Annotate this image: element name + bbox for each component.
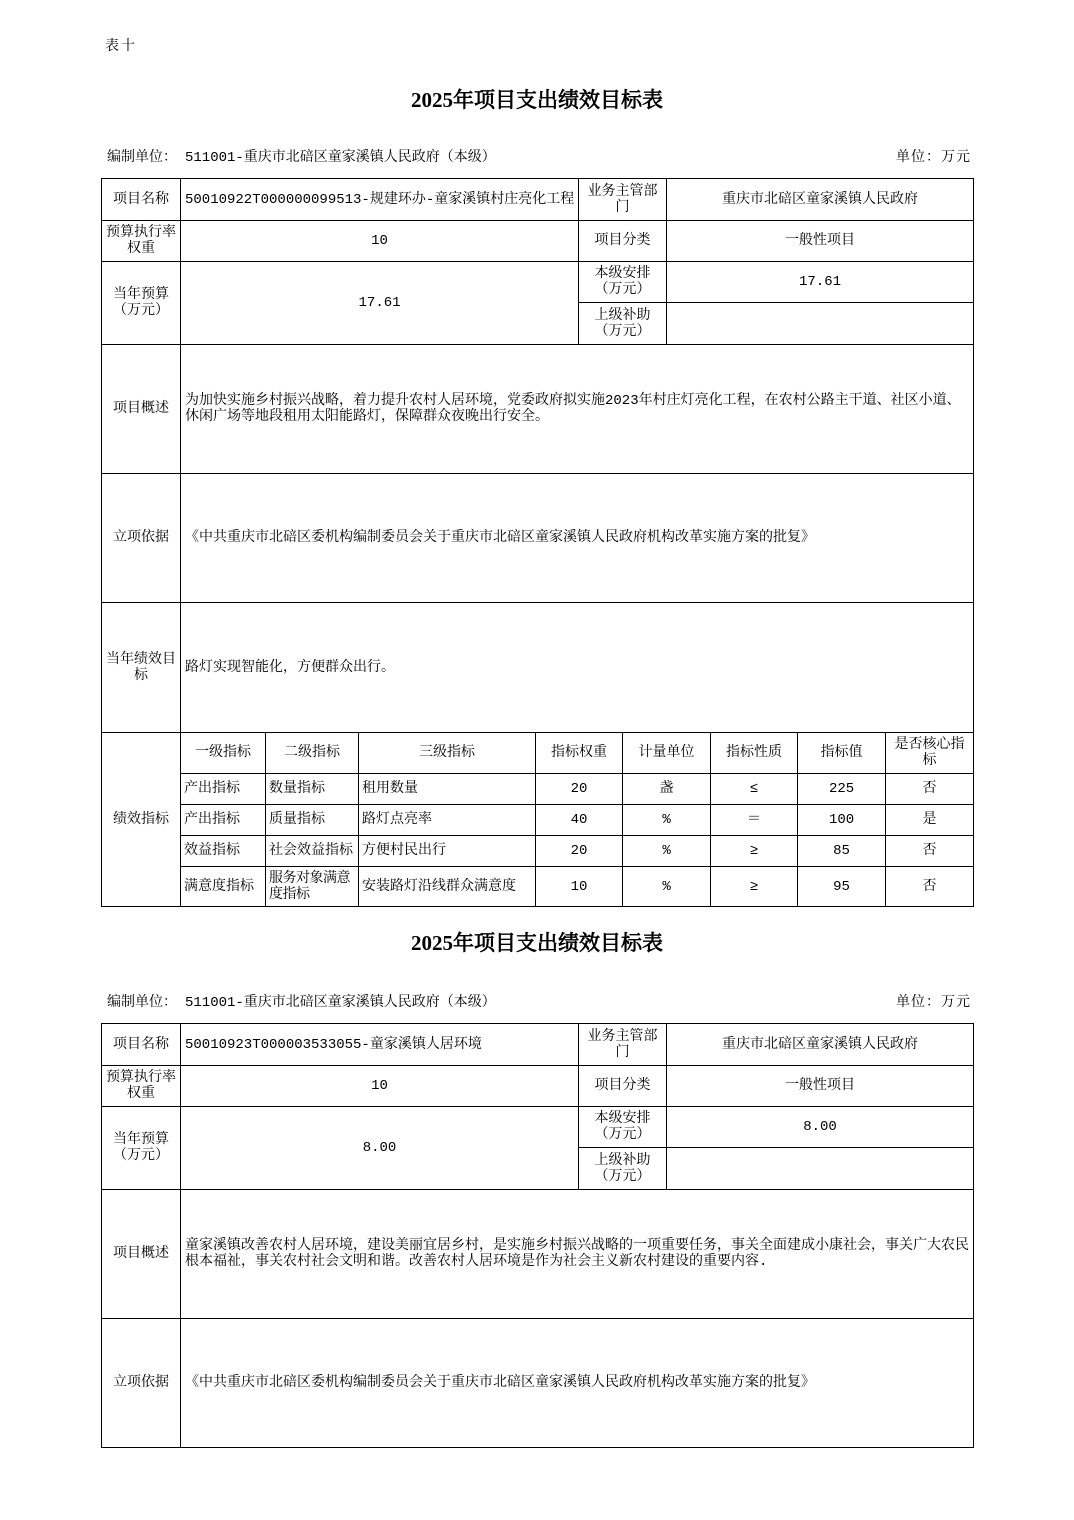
category-value: 一般性项目 [667,221,974,262]
indicator-unit: % [623,867,711,907]
indicator-weight: 20 [536,774,623,805]
indicator-unit: % [623,805,711,836]
annual-goal-label: 当年绩效目标 [102,603,181,733]
indicator-nature: ≥ [711,867,798,907]
overview-text: 童家溪镇改善农村人居环境，建设美丽宜居乡村，是实施乡村振兴战略的一项重要任务，事关全面建成小康社会，事关广大农民根本福祉，事关农村社会文明和谐。改善农村人居环境是作为社会主义新农村建设的重要内容. [181,1190,974,1319]
page-title-1: 2025年项目支出绩效目标表 [411,88,663,112]
indicator-nature: ≤ [711,774,798,805]
indicator-header: 一级指标 [181,733,266,774]
indicator-level2: 数量指标 [266,774,359,805]
category-value: 一般性项目 [667,1066,974,1107]
annual-budget-value: 8.00 [181,1107,579,1190]
org-label: 编制单位： [107,995,177,1011]
indicator-value: 100 [798,805,886,836]
indicator-level3: 路灯点亮率 [359,805,536,836]
indicator-weight: 40 [536,805,623,836]
indicator-core: 否 [886,774,974,805]
indicator-level1: 产出指标 [181,805,266,836]
indicator-header: 计量单位 [623,733,711,774]
unit-label: 单位：万元 [896,995,971,1011]
superior-subsidy-label: 上级补助（万元） [579,1148,667,1190]
indicator-core: 否 [886,867,974,907]
indicator-unit: % [623,836,711,867]
budget-exec-weight-value: 10 [181,221,579,262]
dept-value: 重庆市北碚区童家溪镇人民政府 [667,179,974,221]
project-name-label: 项目名称 [102,179,181,221]
page-title-2: 2025年项目支出绩效目标表 [411,931,663,955]
indicator-level3: 方便村民出行 [359,836,536,867]
project-name-value: 50010922T000000099513-规建环办-童家溪镇村庄亮化工程 [181,179,579,221]
annual-goal-text: 路灯实现智能化，方便群众出行。 [181,603,974,733]
project-name-value: 50010923T000003533055-童家溪镇人居环境 [181,1024,579,1066]
indicator-header: 指标权重 [536,733,623,774]
basis-label: 立项依据 [102,474,181,603]
indicator-weight: 20 [536,836,623,867]
indicator-nature: ≥ [711,836,798,867]
indicator-header: 是否核心指标 [886,733,974,774]
indicator-level1: 产出指标 [181,774,266,805]
category-label: 项目分类 [579,1066,667,1107]
unit-label: 单位：万元 [896,150,971,166]
indicator-value: 85 [798,836,886,867]
indicator-level1: 效益指标 [181,836,266,867]
project-name-label: 项目名称 [102,1024,181,1066]
budget-exec-weight-value: 10 [181,1066,579,1107]
indicator-row [102,805,974,836]
dept-label: 业务主管部门 [579,179,667,221]
indicator-row [102,774,974,805]
indicator-level1: 满意度指标 [181,867,266,907]
indicator-nature: ＝ [711,805,798,836]
budget-exec-weight-label: 预算执行率权重 [102,221,181,262]
indicator-level2: 社会效益指标 [266,836,359,867]
overview-label: 项目概述 [102,1190,181,1319]
local-allocation-label: 本级安排（万元） [579,262,667,303]
table-number-label: 表十 [105,39,137,55]
budget-exec-weight-label: 预算执行率权重 [102,1066,181,1107]
indicator-header: 指标性质 [711,733,798,774]
indicator-value: 95 [798,867,886,907]
local-allocation-value: 17.61 [667,262,974,303]
org-value: 511001-重庆市北碚区童家溪镇人民政府（本级） [185,995,496,1011]
indicator-core: 否 [886,836,974,867]
performance-table-2 [101,1023,974,1448]
indicator-unit: 盏 [623,774,711,805]
dept-value: 重庆市北碚区童家溪镇人民政府 [667,1024,974,1066]
indicator-level3: 安装路灯沿线群众满意度 [359,867,536,907]
indicator-core: 是 [886,805,974,836]
indicator-level3: 租用数量 [359,774,536,805]
annual-budget-label: 当年预算（万元） [102,1107,181,1190]
superior-subsidy-value [667,303,974,345]
table-header-1 [107,150,971,166]
indicators-label: 绩效指标 [102,733,181,907]
superior-subsidy-label: 上级补助（万元） [579,303,667,345]
annual-budget-value: 17.61 [181,262,579,345]
indicator-row [102,836,974,867]
category-label: 项目分类 [579,221,667,262]
dept-label: 业务主管部门 [579,1024,667,1066]
annual-budget-label: 当年预算（万元） [102,262,181,345]
basis-label: 立项依据 [102,1319,181,1448]
indicator-weight: 10 [536,867,623,907]
indicator-row [102,867,974,907]
org-value: 511001-重庆市北碚区童家溪镇人民政府（本级） [185,150,496,166]
indicator-header: 三级指标 [359,733,536,774]
performance-table-1 [101,178,974,907]
overview-label: 项目概述 [102,345,181,474]
table-header-2 [107,995,971,1011]
indicator-value: 225 [798,774,886,805]
basis-text: 《中共重庆市北碚区委机构编制委员会关于重庆市北碚区童家溪镇人民政府机构改革实施方案的批复》 [181,474,974,603]
basis-text: 《中共重庆市北碚区委机构编制委员会关于重庆市北碚区童家溪镇人民政府机构改革实施方案的批复》 [181,1319,974,1448]
org-label: 编制单位： [107,150,177,166]
indicator-header: 指标值 [798,733,886,774]
local-allocation-label: 本级安排（万元） [579,1107,667,1148]
local-allocation-value: 8.00 [667,1107,974,1148]
indicator-level2: 服务对象满意度指标 [266,867,359,907]
superior-subsidy-value [667,1148,974,1190]
indicator-header: 二级指标 [266,733,359,774]
indicator-level2: 质量指标 [266,805,359,836]
overview-text: 为加快实施乡村振兴战略，着力提升农村人居环境，党委政府拟实施2023年村庄灯亮化工程，在农村公路主干道、社区小道、休闲广场等地段租用太阳能路灯，保障群众夜晚出行安全。 [181,345,974,474]
